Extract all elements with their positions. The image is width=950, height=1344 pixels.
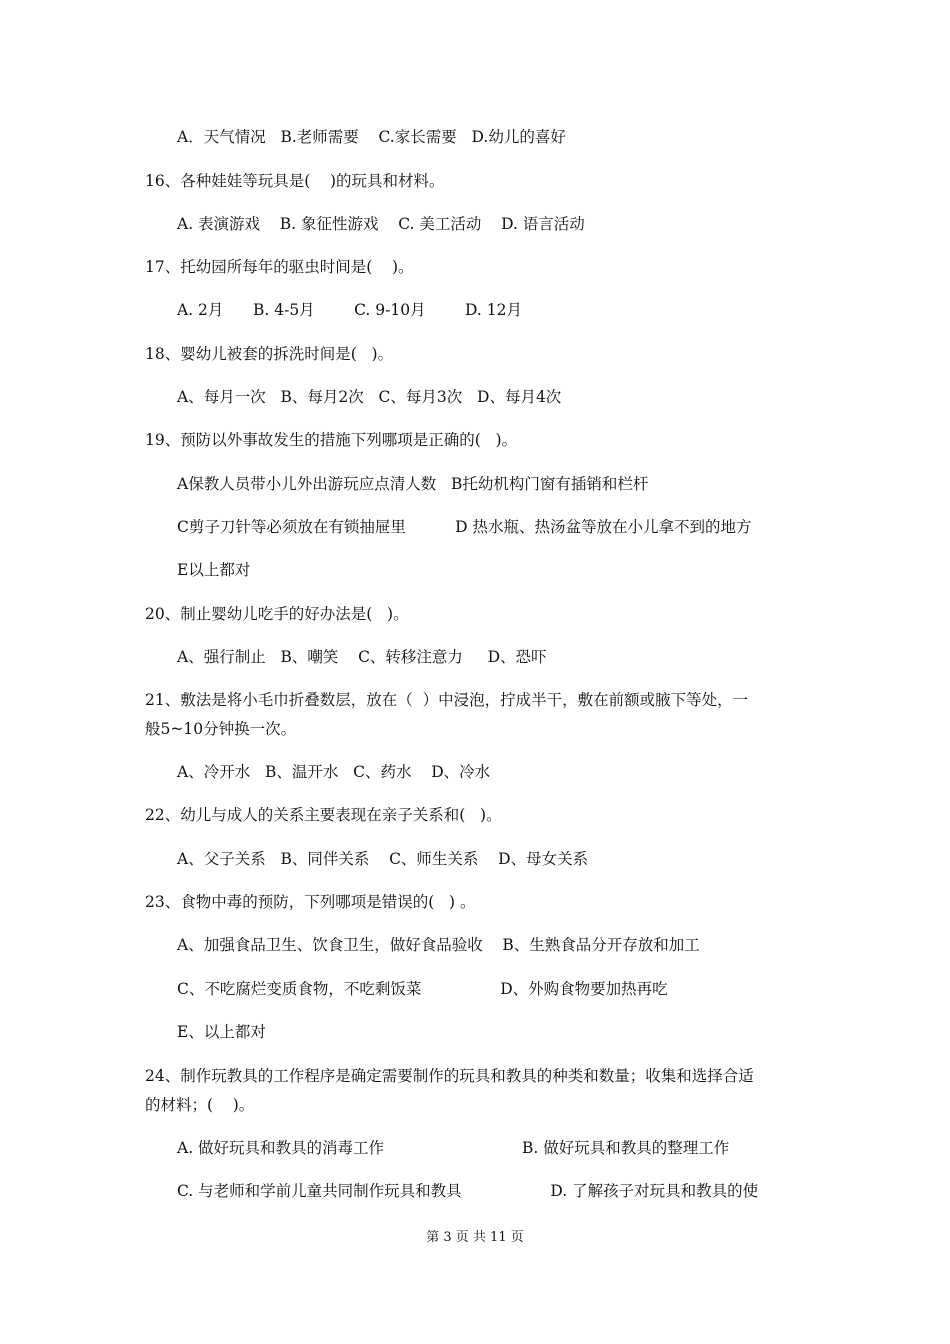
question-18: 18、婴幼儿被套的拆洗时间是( )。 xyxy=(145,345,394,363)
question-20-options: A、强行制止 B、嘲笑 C、转移注意力 D、恐吓 xyxy=(177,648,547,666)
question-16: 16、各种娃娃等玩具是( )的玩具和材料。 xyxy=(145,172,445,190)
question-16-options: A. 表演游戏 B. 象征性游戏 C. 美工活动 D. 语言活动 xyxy=(177,215,585,233)
question-24-option-cd: C. 与老师和学前儿童共同制作玩具和教具 D. 了解孩子对玩具和教具的使 xyxy=(177,1182,759,1200)
question-23: 23、食物中毒的预防，下列哪项是错误的( ) 。 xyxy=(145,893,476,911)
question-21-options: A、冷开水 B、温开水 C、药水 D、冷水 xyxy=(177,763,491,781)
question-22: 22、幼儿与成人的关系主要表现在亲子关系和( )。 xyxy=(145,806,502,824)
question-19-option-e: E以上都对 xyxy=(177,561,251,579)
question-19-option-cd: C剪子刀针等必须放在有锁抽屉里 D 热水瓶、热汤盆等放在小儿拿不到的地方 xyxy=(177,518,752,536)
question-24-option-ab: A. 做好玩具和教具的消毒工作 B. 做好玩具和教具的整理工作 xyxy=(177,1139,730,1157)
page-footer: 第 3 页 共 11 页 xyxy=(426,1230,524,1245)
question-17-options: A. 2月 B. 4-5月 C. 9-10月 D. 12月 xyxy=(177,301,522,319)
question-23-option-ab: A、加强食品卫生、饮食卫生，做好食品验收 B、生熟食品分开存放和加工 xyxy=(177,936,700,954)
question-17: 17、托幼园所每年的驱虫时间是( )。 xyxy=(145,258,414,276)
question-23-option-e: E、以上都对 xyxy=(177,1023,266,1041)
question-22-options: A、父子关系 B、同伴关系 C、师生关系 D、母女关系 xyxy=(177,850,589,868)
question-24: 24、制作玩教具的工作程序是确定需要制作的玩具和教具的种类和数量；收集和选择合适 xyxy=(145,1067,754,1085)
question-18-options: A、每月一次 B、每月2次 C、每月3次 D、每月4次 xyxy=(177,388,562,406)
question-23-option-cd: C、不吃腐烂变质食物，不吃剩饭菜 D、外购食物要加热再吃 xyxy=(177,980,668,998)
question-21-continued: 般5~10分钟换一次。 xyxy=(145,720,297,738)
question-24-continued: 的材料；( )。 xyxy=(145,1096,255,1114)
question-20: 20、制止婴幼儿吃手的好办法是( )。 xyxy=(145,605,409,623)
question-21: 21、敷法是将小毛巾折叠数层，放在（ ）中浸泡，拧成半干，敷在前额或腋下等处，一 xyxy=(145,691,749,709)
question-15-options: A．天气情况 B.老师需要 C.家长需要 D.幼儿的喜好 xyxy=(177,128,566,146)
question-19-option-ab: A保教人员带小儿外出游玩应点清人数 B托幼机构门窗有插销和栏杆 xyxy=(177,475,649,493)
question-19: 19、预防以外事故发生的措施下列哪项是正确的( )。 xyxy=(145,431,518,449)
